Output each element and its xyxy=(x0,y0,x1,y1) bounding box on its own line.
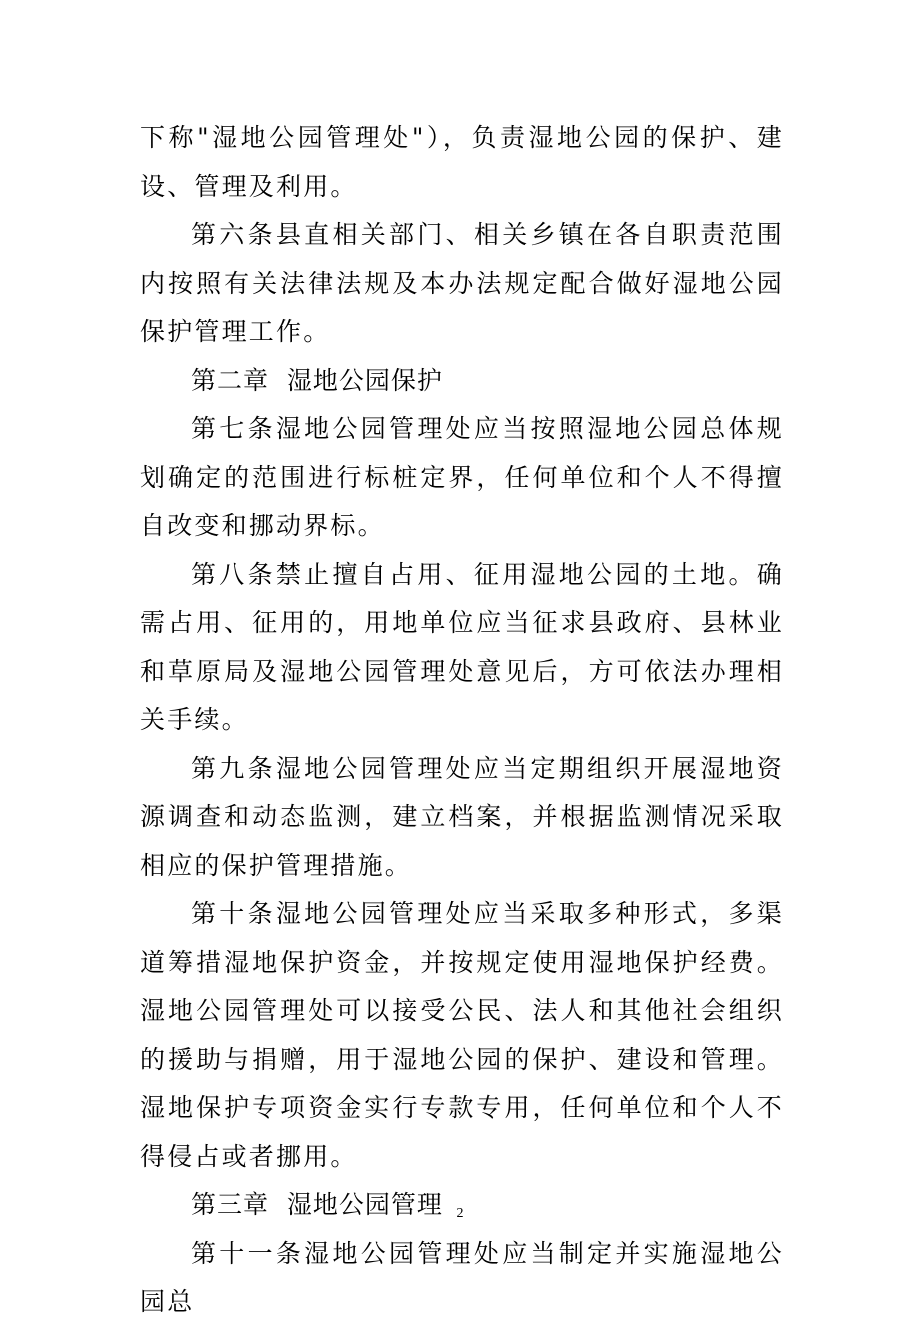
article-11: 第十一条湿地公园管理处应当制定并实施湿地公园总 xyxy=(140,1238,784,1316)
article-9: 第九条湿地公园管理处应当定期组织开展湿地资源调查和动态监测，建立档案，并根据监测情况采取相应的保护管理措施。 xyxy=(140,753,784,880)
page-number: 2 xyxy=(456,1206,464,1221)
article-10: 第十条湿地公园管理处应当采取多种形式，多渠道筹措湿地保护资金，并按规定使用湿地保护经费。湿地公园管理处可以接受公民、法人和其他社会组织的援助与捐赠，用于湿地公园的保护、建设和管理。湿地保护专项资金实行专款专用，任何单位和个人不得侵占或者挪用。 xyxy=(140,899,784,1171)
chapter-2-heading: 第二章 湿地公园保护 xyxy=(191,365,443,395)
paragraph-continued: 下称"湿地公园管理处"），负责湿地公园的保护、建设、管理及利用。 xyxy=(140,123,784,201)
article-7: 第七条湿地公园管理处应当按照湿地公园总体规划确定的范围进行标桩定界，任何单位和个人不得擅自改变和挪动界标。 xyxy=(140,414,784,540)
article-6: 第六条县直相关部门、相关乡镇在各自职责范围内按照有关法律法规及本办法规定配合做好湿地公园保护管理工作。 xyxy=(140,220,784,346)
chapter-3-heading: 第三章 湿地公园管理 xyxy=(191,1190,443,1219)
document-body xyxy=(140,114,784,1327)
article-8: 第八条禁止擅自占用、征用湿地公园的土地。确需占用、征用的，用地单位应当征求县政府、县林业和草原局及湿地公园管理处意见后，方可依法办理相关手续。 xyxy=(140,559,784,734)
